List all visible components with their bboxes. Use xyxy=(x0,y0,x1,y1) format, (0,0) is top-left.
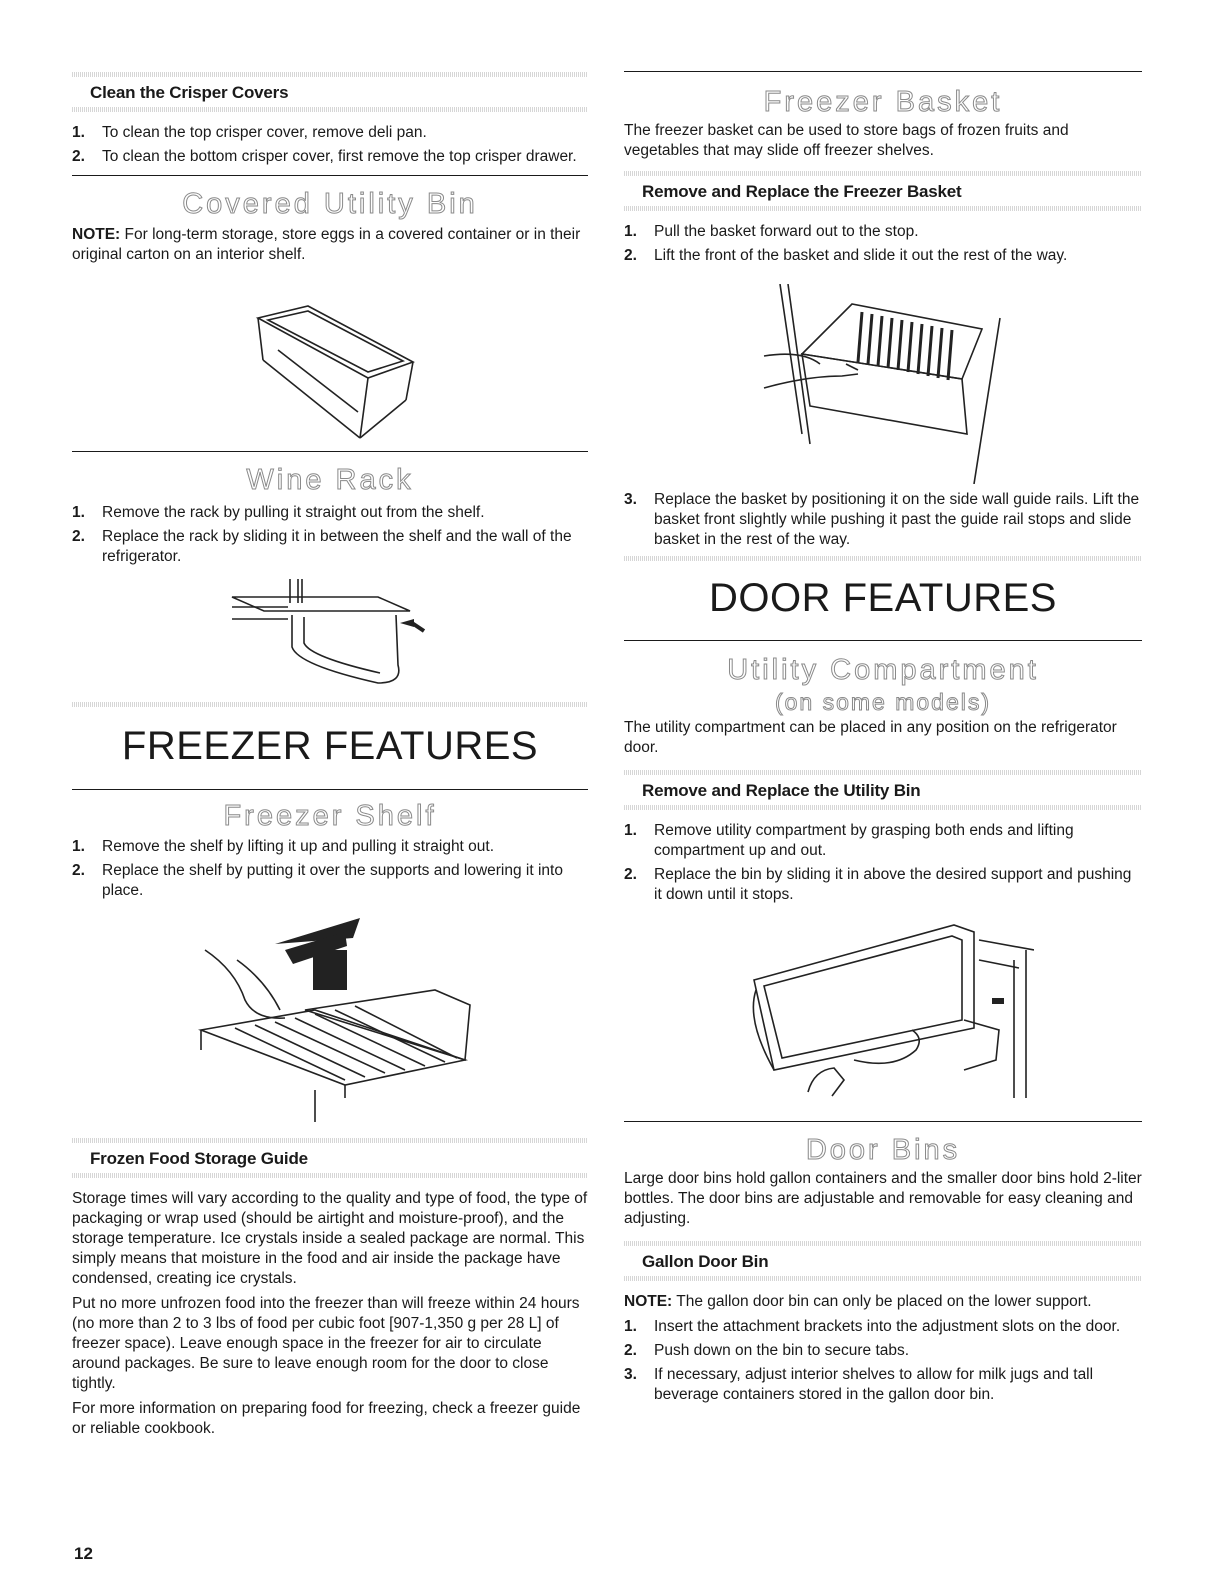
step-text: Pull the basket forward out to the stop. xyxy=(654,223,919,240)
storage-paragraph-1: Storage times will vary according to the quality and type of food, the type of packaging or wrap used (should be airtight and moisture-proof), and the storage temperature. Ice crystals inside a sealed package are normal. This simply means that moisture in the food and air inside the package have condensed, creating ice crystals. xyxy=(72,1190,588,1287)
utility-bin-subheading: Remove and Replace the Utility Bin xyxy=(642,781,921,800)
shaded-rule xyxy=(624,556,1142,561)
list-item xyxy=(624,490,1142,550)
door-features-title: DOOR FEATURES xyxy=(708,576,1057,620)
wine-rack-steps xyxy=(72,503,588,567)
utility-bin-steps xyxy=(624,821,1142,905)
list-item xyxy=(624,865,1142,905)
list-item xyxy=(72,147,588,167)
list-item xyxy=(72,503,588,523)
gallon-bin-note xyxy=(624,1292,1142,1312)
step-text: Remove the rack by pulling it straight out from the shelf. xyxy=(102,504,485,521)
section-rule xyxy=(624,640,1142,641)
list-item xyxy=(72,861,588,901)
note-text: For long-term storage, store eggs in a covered container or in their original carton on an interior shelf. xyxy=(72,226,581,263)
left-column-storage xyxy=(72,1138,588,1439)
page-number: 12 xyxy=(74,1544,93,1563)
shaded-rule xyxy=(72,702,588,707)
note-label: NOTE: xyxy=(624,1293,673,1310)
left-column-wine xyxy=(72,451,588,571)
right-column xyxy=(624,71,1142,270)
list-item xyxy=(72,123,588,143)
step-number: 2. xyxy=(72,148,85,165)
step-text: Remove utility compartment by grasping both ends and lifting compartment up and out. xyxy=(654,822,1074,859)
shaded-rule xyxy=(72,1173,588,1178)
step-text: To clean the top crisper cover, remove deli pan. xyxy=(102,124,427,141)
step-text: Insert the attachment brackets into the adjustment slots on the door. xyxy=(654,1318,1121,1335)
section-rule xyxy=(624,71,1142,72)
storage-guide-heading: Frozen Food Storage Guide xyxy=(90,1149,308,1168)
step-text: Lift the front of the basket and slide it out the rest of the way. xyxy=(654,247,1068,264)
step-number: 2. xyxy=(624,1342,637,1359)
freezer-shelf-heading: Freezer Shelf xyxy=(223,800,437,832)
right-column-step3 xyxy=(624,490,1142,909)
wine-rack-illustration xyxy=(228,575,428,690)
right-column-door-bins xyxy=(624,1121,1142,1409)
freezer-shelf-illustration xyxy=(195,910,480,1125)
freezer-basket-heading: Freezer Basket xyxy=(763,86,1003,118)
freezer-shelf-steps xyxy=(72,837,588,901)
step-number: 3. xyxy=(624,491,637,508)
shaded-rule xyxy=(624,805,1142,810)
step-text: Replace the shelf by putting it over the supports and lowering it into place. xyxy=(102,862,563,899)
utility-bin-door-illustration xyxy=(734,920,1034,1100)
gallon-door-bin-subheading: Gallon Door Bin xyxy=(642,1252,769,1271)
step-number: 1. xyxy=(624,1318,637,1335)
note-label: NOTE: xyxy=(72,226,121,243)
step-number: 2. xyxy=(624,866,637,883)
utility-bin-illustration xyxy=(248,300,428,445)
step-number: 3. xyxy=(624,1366,637,1383)
list-item xyxy=(624,1317,1142,1337)
freezer-basket-intro: The freezer basket can be used to store bags of frozen fruits and vegetables that may slide off freezer shelves. xyxy=(624,122,1069,159)
utility-compartment-heading: Utility Compartment xyxy=(727,654,1039,686)
utility-bin-heading: Covered Utility Bin xyxy=(182,188,478,220)
section-rule xyxy=(72,175,588,176)
freezer-basket-illustration xyxy=(762,284,1007,484)
step-number: 2. xyxy=(72,528,85,545)
list-item xyxy=(624,821,1142,861)
list-item xyxy=(624,246,1142,266)
utility-bin-note xyxy=(72,225,588,265)
gallon-bin-steps xyxy=(624,1317,1142,1405)
step-number: 1. xyxy=(72,838,85,855)
step-number: 1. xyxy=(624,223,637,240)
freezer-basket-step3 xyxy=(624,490,1142,550)
section-rule xyxy=(624,1121,1142,1122)
step-text: Push down on the bin to secure tabs. xyxy=(654,1342,910,1359)
door-bins-intro: Large door bins hold gallon containers and the smaller door bins hold 2-liter bottles. The door bins are adjustable and removable for easy cleaning and adjusting. xyxy=(624,1170,1142,1227)
utility-compartment-intro: The utility compartment can be placed in any position on the refrigerator door. xyxy=(624,719,1117,756)
step-number: 1. xyxy=(72,504,85,521)
left-column xyxy=(72,72,588,265)
list-item xyxy=(624,1341,1142,1361)
step-text: Replace the rack by sliding it in between the shelf and the wall of the refrigerator. xyxy=(102,528,572,565)
list-item xyxy=(72,527,588,567)
list-item xyxy=(624,222,1142,242)
crisper-steps xyxy=(72,123,588,167)
step-number: 2. xyxy=(72,862,85,879)
step-number: 2. xyxy=(624,247,637,264)
shaded-rule xyxy=(624,1276,1142,1281)
door-bins-heading: Door Bins xyxy=(805,1134,961,1166)
step-text: Replace the basket by positioning it on the side wall guide rails. Lift the basket front slightly while pushing it past the guide rail stops and slide basket in the rest of the way. xyxy=(654,491,1140,548)
freezer-features-title: FREEZER FEATURES xyxy=(121,724,539,768)
utility-compartment-models: (on some models) xyxy=(774,689,992,715)
left-column-freezer xyxy=(72,702,588,905)
crisper-heading: Clean the Crisper Covers xyxy=(90,83,289,102)
shaded-rule xyxy=(72,107,588,112)
step-text: To clean the bottom crisper cover, first remove the top crisper drawer. xyxy=(102,148,577,165)
shaded-rule xyxy=(624,206,1142,211)
note-text: The gallon door bin can only be placed on the lower support. xyxy=(672,1293,1092,1310)
storage-paragraph-2: Put no more unfrozen food into the freezer than will freeze within 24 hours (no more than 2 to 3 lbs of food per cubic foot [907-1,350 g per 28 L] of freezer space). Leave enough space in the freezer for air to circulate around packages. Be sure to leave enough room for the door to close tightly. xyxy=(72,1295,580,1392)
wine-rack-heading: Wine Rack xyxy=(246,464,414,496)
step-text: Remove the shelf by lifting it up and pulling it straight out. xyxy=(102,838,495,855)
section-rule xyxy=(72,789,588,790)
freezer-basket-subheading: Remove and Replace the Freezer Basket xyxy=(642,182,962,201)
freezer-basket-steps xyxy=(624,222,1142,266)
section-rule xyxy=(72,451,588,452)
storage-paragraph-3: For more information on preparing food for freezing, check a freezer guide or reliable cookbook. xyxy=(72,1400,581,1437)
step-text: Replace the bin by sliding it in above the desired support and pushing it down until it stops. xyxy=(654,866,1132,903)
list-item xyxy=(624,1365,1142,1405)
list-item xyxy=(72,837,588,857)
step-number: 1. xyxy=(624,822,637,839)
step-text: If necessary, adjust interior shelves to allow for milk jugs and tall beverage containers stored in the gallon door bin. xyxy=(654,1366,1094,1403)
step-number: 1. xyxy=(72,124,85,141)
